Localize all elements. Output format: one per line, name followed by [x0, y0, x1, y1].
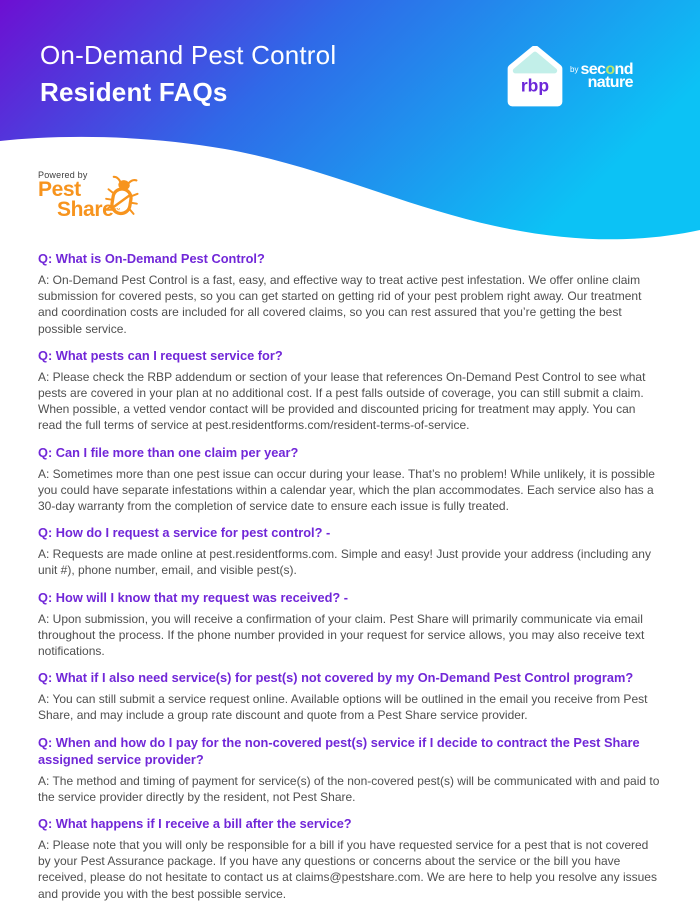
- faq-question: Q: What happens if I receive a bill after the service?: [38, 816, 352, 832]
- faq-answer: A: The method and timing of payment for service(s) of the non-covered pest(s) will be communicated with and paid to the service provider directly by the resident, not Pest Share.: [38, 773, 660, 804]
- beetle-icon: [100, 170, 143, 225]
- faq-answer: A: Upon submission, you will receive a confirmation of your claim. Pest Share will primarily communicate via email throughout the process. If the phone number provided in your request for service allows, you may also receive text notifications.: [38, 611, 645, 659]
- rbp-logo-text: rbp: [520, 75, 550, 96]
- powered-by-label: Powered by: [38, 170, 88, 180]
- page-title: [40, 40, 336, 107]
- faq-answer: A: Please note that you will only be responsible for a bill if you have requested service for a pest that is not covered by your Pest Assurance package. If you have any questions or concerns about the service or the bill you have received, please do not hesitate to contact us at claims@pestshare.com. We are here to help you resolve any issues and provide you with the best possible service.: [38, 838, 657, 901]
- faq-question: Q: What pests can I request service for?: [38, 347, 283, 363]
- rbp-house-icon: [506, 46, 564, 110]
- pest-share-word1: Pest: [38, 178, 81, 201]
- second-nature-line2: nature: [587, 74, 633, 91]
- second-nature-accent-o: o: [605, 61, 615, 78]
- faq-answer: A: Sometimes more than one pest issue can occur during your lease. That’s no problem! While unlikely, it is possible you could have separate infestations within a calendar year, which the plan accommodates. Each service also has a 30-day warranty from the completion of service date to ensure each issue is fully treated.: [38, 466, 655, 514]
- pest-share-logo: [38, 170, 158, 221]
- page-title-line2: Resident FAQs: [40, 77, 228, 107]
- faq-question: Q: What is On-Demand Pest Control?: [38, 251, 265, 266]
- faq-answer: A: You can still submit a service request online. Available options will be outlined in the email you receive from Pest Share, and may include a group rate discount and quote from a Pest Share service provider.: [38, 692, 648, 723]
- second-nature-logo: [570, 63, 633, 89]
- faq-question: Q: Can I file more than one claim per year?: [38, 444, 299, 460]
- rbp-logo: [506, 46, 564, 110]
- faq-question: Q: How do I request a service for pest control? -: [38, 525, 331, 541]
- faq-question: Q: What if I also need service(s) for pest(s) not covered by my On-Demand Pest Control program?: [38, 670, 634, 686]
- page-title-line1: On-Demand Pest Control: [40, 40, 337, 70]
- trademark-symbol: ™: [114, 208, 120, 214]
- pest-share-word2: Share™: [57, 198, 120, 221]
- second-nature-line1: second: [580, 61, 633, 78]
- faq-answer: A: Requests are made online at pest.residentforms.com. Simple and easy! Just provide your address (including any unit #), phone number, email, and visible pest(s).: [38, 547, 651, 578]
- faq-question: Q: How will I know that my request was received? -: [38, 589, 349, 605]
- faq-answer: A: Please check the RBP addendum or section of your lease that references On-Demand Pest Control to see what pests are covered in your plan at no additional cost. If a pest falls outside of coverage, you can still submit a claim. When possible, a vetted vendor contact will be provided and discounted pricing for treatment may apply. You can read the full terms of service at pest.residentforms.com/resident-terms-of-service.: [38, 369, 646, 433]
- faq-answer: A: On-Demand Pest Control is a fast, easy, and effective way to treat active pest infestation. We offer online claim submission for covered pests, so you can get started on getting rid of your pest problem right away. Our treatment and coordination costs are included for all covered claims, so you can rest assured that you’re getting the best possible service.: [38, 273, 642, 336]
- second-nature-by: by: [570, 65, 579, 74]
- faq-question: Q: When and how do I pay for the non-covered pest(s) service if I decide to contract the Pest Share assigned service provider?: [38, 734, 640, 767]
- faq-list: [0, 250, 700, 902]
- header-banner: [0, 0, 700, 250]
